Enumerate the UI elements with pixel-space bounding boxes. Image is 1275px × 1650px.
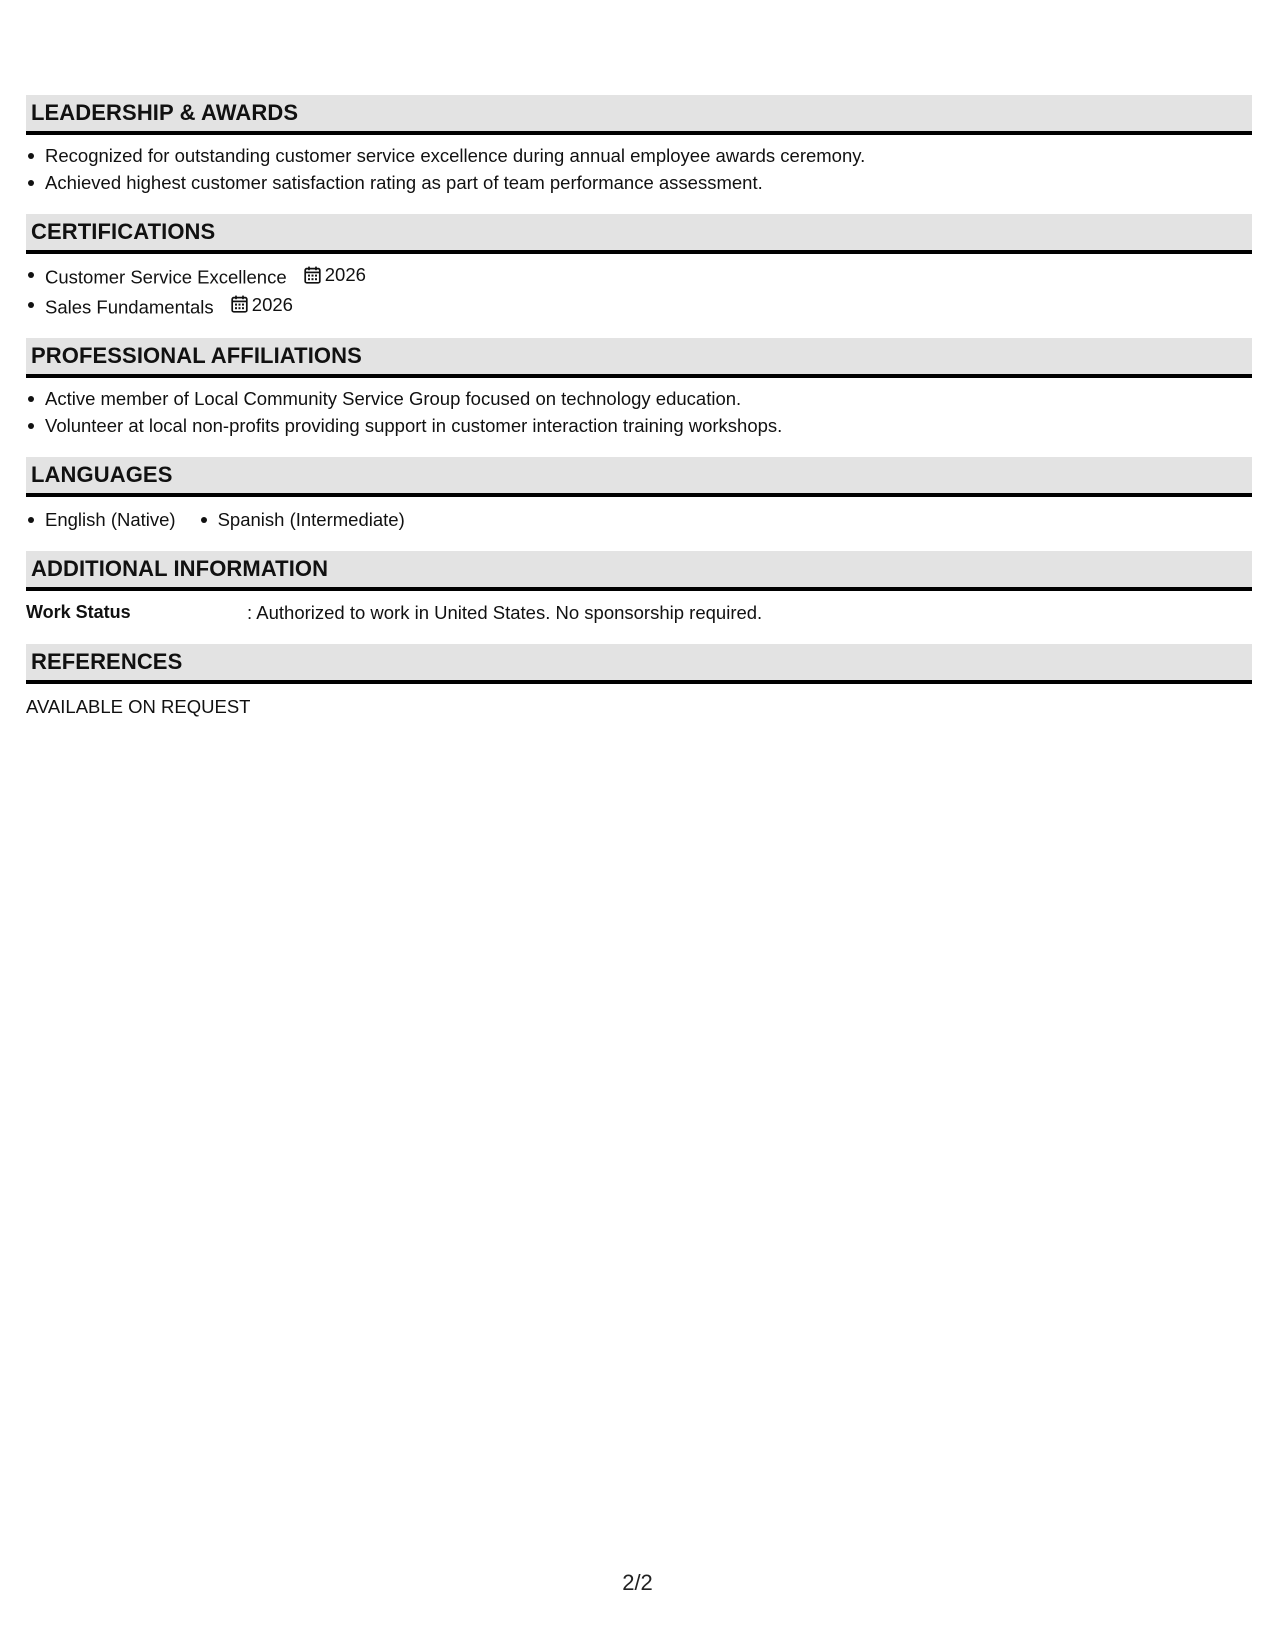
list-item: Achieved highest customer satisfaction rating as part of team performance assessment. (26, 169, 1252, 196)
language-list (26, 506, 1252, 533)
certification-item (26, 291, 1252, 321)
section-header (26, 551, 1252, 591)
certification-date (304, 261, 366, 288)
section-languages (26, 457, 1252, 533)
section-title: REFERENCES (31, 649, 183, 674)
bullet-list (26, 385, 1252, 439)
section-header (26, 644, 1252, 684)
section-leadership-awards (26, 95, 1252, 196)
language-item: Spanish (Intermediate) (199, 506, 405, 533)
section-title: LANGUAGES (31, 462, 173, 487)
list-item: Volunteer at local non-profits providing support in customer interaction training workshops. (26, 412, 1252, 439)
section-title: ADDITIONAL INFORMATION (31, 556, 329, 581)
section-header (26, 95, 1252, 135)
info-row-work-status (26, 599, 1252, 626)
list-item: Active member of Local Community Service Group focused on technology education. (26, 385, 1252, 412)
certification-date (231, 291, 293, 318)
certification-name: Customer Service Excellence (45, 266, 287, 288)
section-additional-information (26, 551, 1252, 626)
certification-name: Sales Fundamentals (45, 296, 214, 317)
resume-page (26, 95, 1252, 738)
section-header (26, 214, 1252, 254)
language-item: English (Native) (26, 506, 176, 533)
bullet-list (26, 142, 1252, 196)
section-header (26, 457, 1252, 497)
section-professional-affiliations (26, 338, 1252, 439)
calendar-icon (231, 295, 248, 313)
section-certifications (26, 214, 1252, 320)
section-title: PROFESSIONAL AFFILIATIONS (31, 343, 362, 368)
certification-item (26, 261, 1252, 291)
page-number: 2/2 (622, 1570, 653, 1595)
certification-year: 2026 (324, 264, 366, 285)
section-title: LEADERSHIP & AWARDS (31, 100, 299, 125)
section-title: CERTIFICATIONS (31, 219, 216, 244)
info-value: : Authorized to work in United States. No sponsorship required. (247, 602, 763, 623)
info-label: Work Status (26, 602, 131, 622)
references-text: AVAILABLE ON REQUEST (26, 696, 251, 717)
list-item: Recognized for outstanding customer service excellence during annual employee awards ceremony. (26, 142, 1252, 169)
section-header (26, 338, 1252, 378)
calendar-icon (304, 266, 321, 284)
section-references (26, 644, 1252, 720)
certification-year: 2026 (251, 293, 293, 315)
bullet-list (26, 261, 1252, 320)
